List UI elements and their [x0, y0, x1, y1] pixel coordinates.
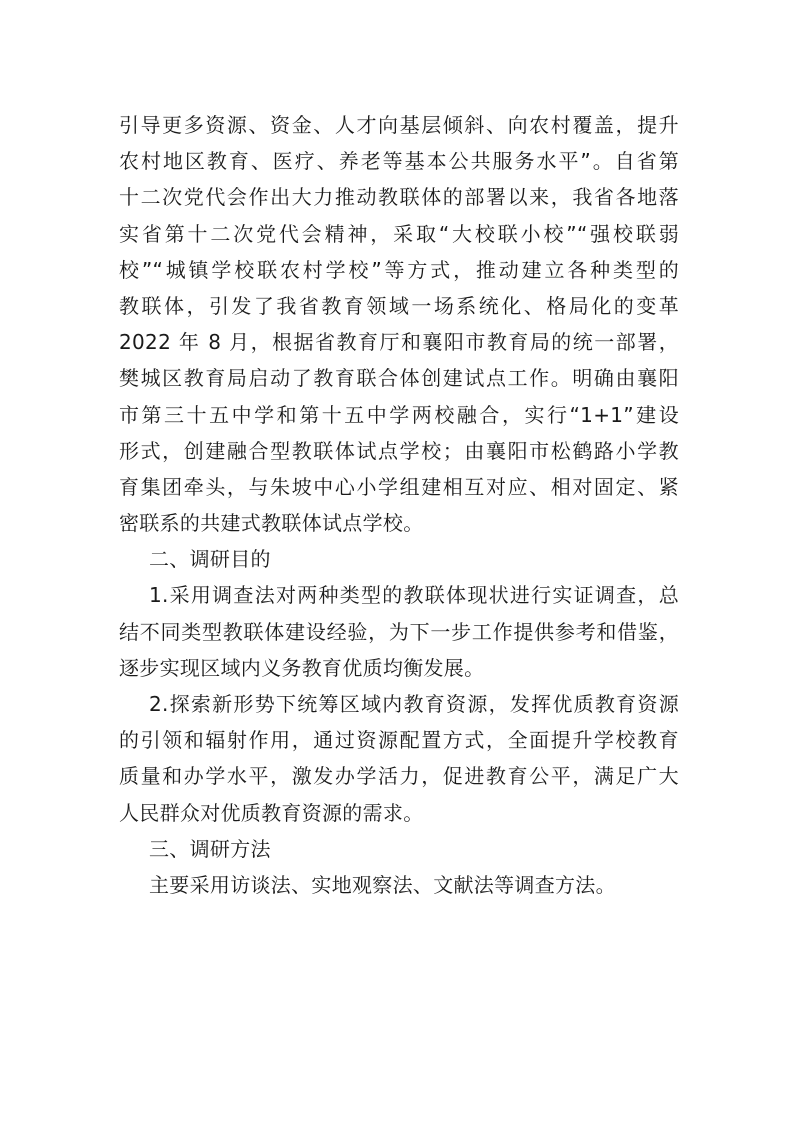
text-line: 密联系的共建式教联体试点学校。	[119, 511, 424, 536]
text-line: 质量和办学水平，激发办学活力，促进教育公平，满足广大	[119, 764, 679, 789]
section-heading-research-purpose: 二、调研目的	[149, 547, 271, 572]
text-line: 市第三十五中学和第十五中学两校融合，实行“1+1”建设	[119, 402, 679, 427]
text-line: 2.探索新形势下统筹区域内教育资源，发挥优质教育资源	[149, 692, 679, 716]
text-line: 十二次党代会作出大力推动教联体的部署以来，我省各地落	[119, 185, 679, 210]
text-line: 形式，创建融合型教联体试点学校；由襄阳市松鹤路小学教	[119, 438, 679, 463]
text-line: 的引领和辐射作用，通过资源配置方式，全面提升学校教育	[119, 728, 679, 753]
text-line: 教联体，引发了我省教育领域一场系统化、格局化的变革	[119, 293, 679, 318]
text-line: 人民群众对优质教育资源的需求。	[119, 800, 424, 825]
text-line: 樊城区教育局启动了教育联合体创建试点工作。明确由襄阳	[119, 366, 679, 391]
document-body	[119, 107, 679, 903]
text-line: 逐步实现区域内义务教育优质均衡发展。	[119, 655, 485, 680]
text-line: 实省第十二次党代会精神，采取“大校联小校”“强校联弱	[119, 221, 679, 246]
text-line: 育集团牵头，与朱坡中心小学组建相互对应、相对固定、紧	[119, 474, 679, 499]
text-line: 校”“城镇学校联农村学校”等方式，推动建立各种类型的	[119, 257, 679, 282]
text-line: 主要采用访谈法、实地观察法、文献法等调查方法。	[149, 872, 616, 897]
text-line: 1.采用调查法对两种类型的教联体现状进行实证调查，总	[149, 583, 679, 608]
text-line: 农村地区教育、医疗、养老等基本公共服务水平”。自省第	[119, 149, 679, 174]
section-heading-research-method: 三、调研方法	[149, 836, 271, 861]
text-line: 2022 年 8 月，根据省教育厅和襄阳市教育局的统一部署，	[119, 330, 679, 355]
text-line: 结不同类型教联体建设经验，为下一步工作提供参考和借鉴，	[119, 619, 679, 644]
text-line: 引导更多资源、资金、人才向基层倾斜、向农村覆盖，提升	[119, 113, 679, 137]
